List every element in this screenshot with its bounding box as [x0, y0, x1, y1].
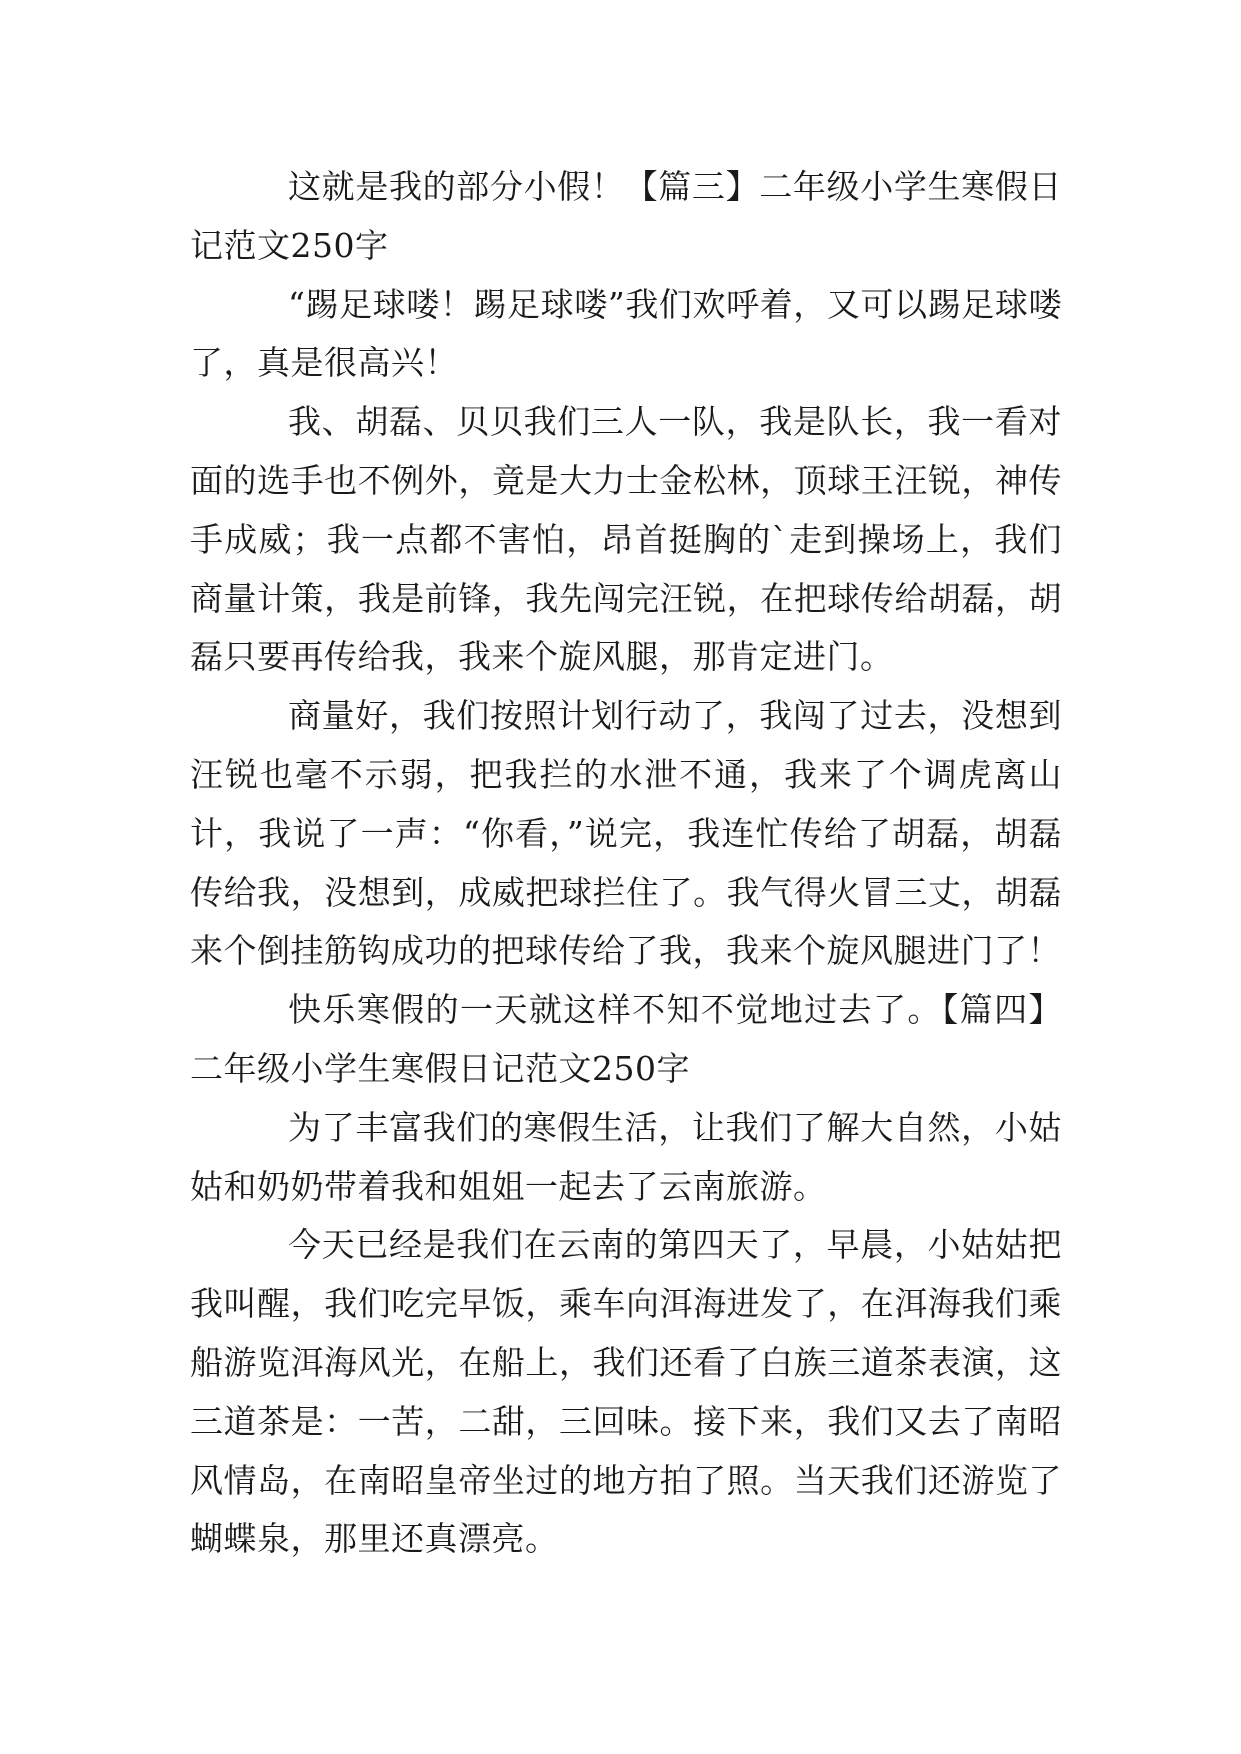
- paragraph-7: 今天已经是我们在云南的第四天了，早晨，小姑姑把我叫醒，我们吃完早饭，乘车向洱海进发了，在洱海我们乘船游览洱海风光，在船上，我们还看了白族三道茶表演，这三道茶是：一苦，二甜，三回味。接下来，我们又去了南昭风情岛，在南昭皇帝坐过的地方拍了照。当天我们还游览了蝴蝶泉，那里还真漂亮。: [190, 1225, 1062, 1559]
- paragraph-6: 为了丰富我们的寒假生活，让我们了解大自然，小姑姑和奶奶带着我和姐姐一起去了云南旅游。: [190, 1107, 1062, 1206]
- paragraph-1: 这就是我的部分小假！【篇三】二年级小学生寒假日记范文250字: [190, 167, 1062, 265]
- paragraph-5: 快乐寒假的一天就这样不知不觉地过去了。【篇四】二年级小学生寒假日记范文250字: [190, 990, 1062, 1088]
- document-body: [190, 158, 1062, 1569]
- paragraph-3: 我、胡磊、贝贝我们三人一队，我是队长，我一看对面的选手也不例外，竟是大力士金松林，顶球王汪锐，神传手成威；我一点都不害怕，昂首挺胸的`走到操场上，我们商量计策，我是前锋，我先闯完汪锐，在把球传给胡磊，胡磊只要再传给我，我来个旋风腿，那肯定进门。: [190, 402, 1062, 677]
- paragraph-2: “踢足球喽！踢足球喽”我们欢呼着，又可以踢足球喽了，真是很高兴！: [190, 284, 1062, 383]
- paragraph-4: 商量好，我们按照计划行动了，我闯了过去，没想到汪锐也毫不示弱，把我拦的水泄不通，我来了个调虎离山计，我说了一声：“你看，”说完，我连忙传给了胡磊，胡磊传给我，没想到，成威把球拦住了。我气得火冒三丈，胡磊来个倒挂筋钩成功的把球传给了我，我来个旋风腿进门了！: [190, 696, 1062, 971]
